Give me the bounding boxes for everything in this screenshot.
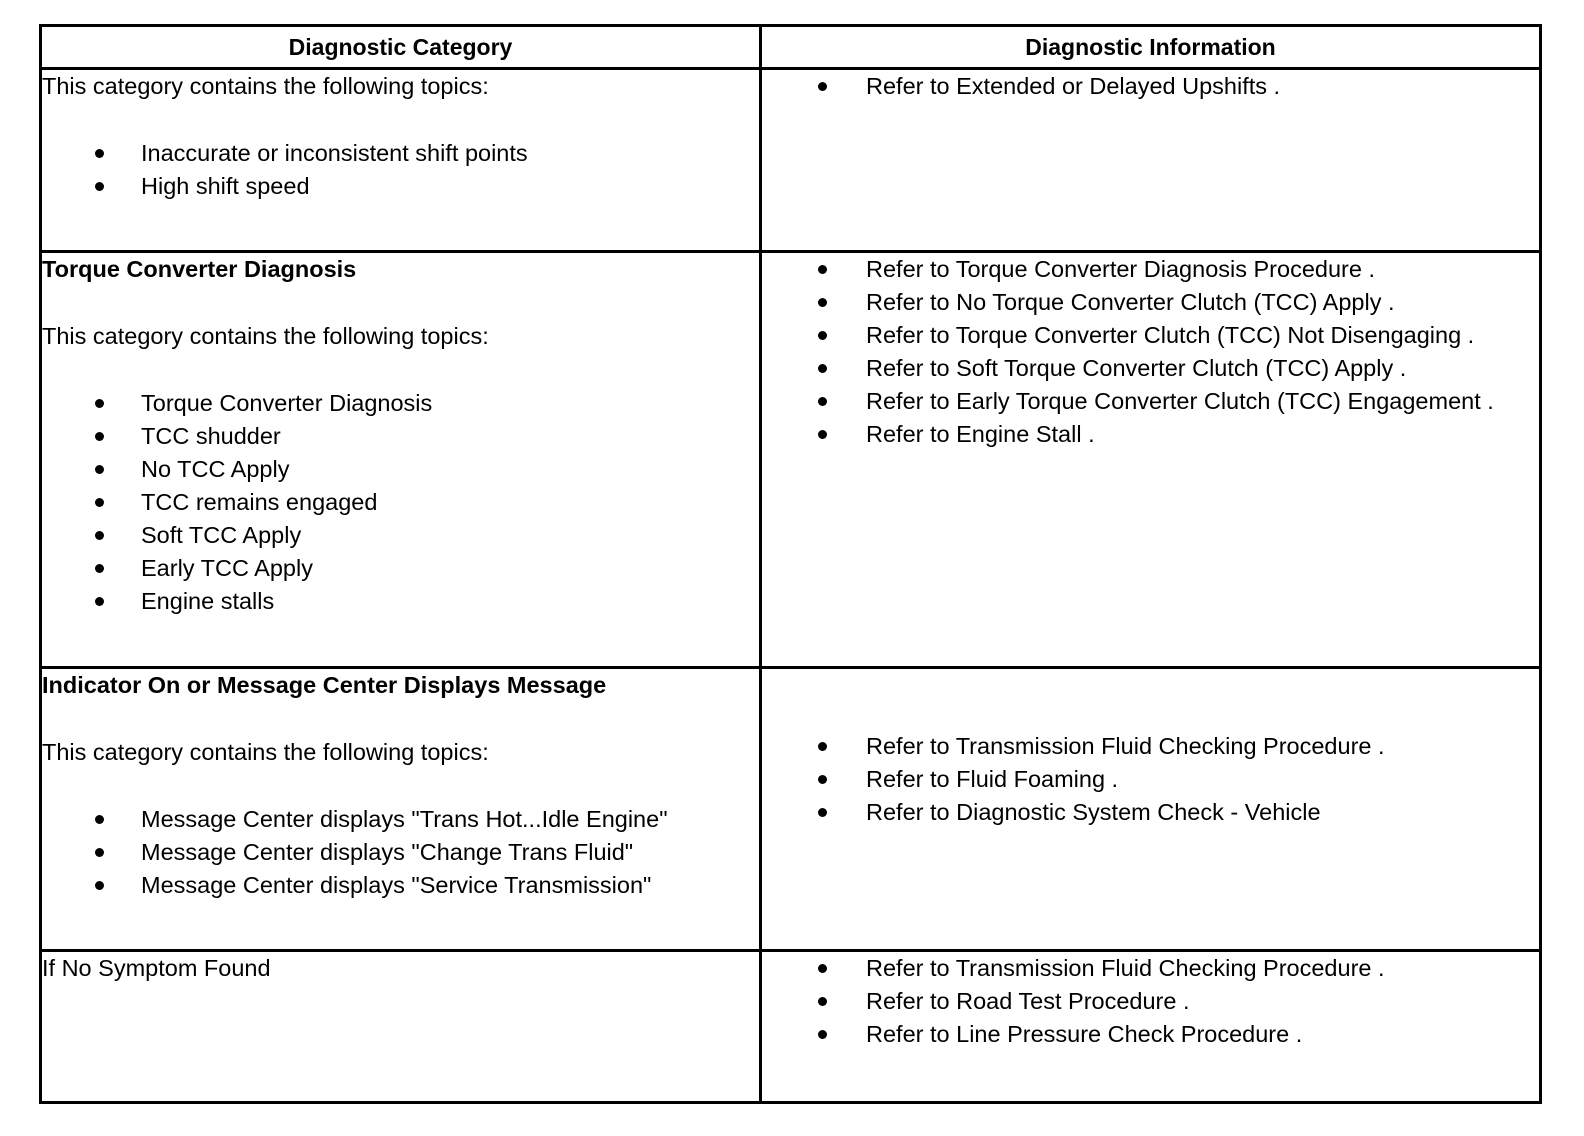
information-cell — [761, 252, 1541, 668]
bullet-icon — [95, 597, 104, 606]
list-item: Engine stalls — [42, 585, 759, 618]
bullet-icon — [95, 881, 104, 890]
bullet-icon — [818, 331, 827, 340]
category-cell — [41, 69, 761, 252]
category-intro: This category contains the following topics: — [42, 73, 489, 99]
list-item: Refer to Early Torque Converter Clutch (TCC) Engagement . — [762, 385, 1539, 418]
list-item: Refer to Diagnostic System Check - Vehicle — [762, 796, 1539, 829]
list-item: Inaccurate or inconsistent shift points — [42, 137, 759, 170]
bullet-icon — [818, 265, 827, 274]
list-item: Message Center displays "Service Transmission" — [42, 869, 759, 902]
list-item: Refer to Extended or Delayed Upshifts . — [762, 70, 1539, 103]
list-item: TCC remains engaged — [42, 486, 759, 519]
bullet-icon — [818, 775, 827, 784]
category-intro: This category contains the following topics: — [42, 739, 489, 765]
table-row — [41, 252, 1541, 668]
bullet-icon — [95, 182, 104, 191]
list-item: Refer to Fluid Foaming . — [762, 763, 1539, 796]
list-item: Torque Converter Diagnosis — [42, 387, 759, 420]
table-row — [41, 69, 1541, 252]
list-item: Refer to No Torque Converter Clutch (TCC) Apply . — [762, 286, 1539, 319]
list-item: Refer to Road Test Procedure . — [762, 985, 1539, 1018]
list-item: Early TCC Apply — [42, 552, 759, 585]
list-item: Message Center displays "Trans Hot...Idle Engine" — [42, 803, 759, 836]
category-cell — [41, 951, 761, 1103]
list-item: TCC shudder — [42, 420, 759, 453]
category-intro: If No Symptom Found — [42, 955, 271, 981]
info-list — [762, 253, 1539, 451]
header-diagnostic-category: Diagnostic Category — [41, 26, 761, 69]
bullet-icon — [818, 964, 827, 973]
topic-list — [42, 803, 759, 902]
bullet-icon — [95, 399, 104, 408]
bullet-icon — [818, 997, 827, 1006]
category-title: Indicator On or Message Center Displays Message — [42, 672, 607, 698]
bullet-icon — [818, 397, 827, 406]
list-item: No TCC Apply — [42, 453, 759, 486]
bullet-icon — [818, 808, 827, 817]
bullet-icon — [818, 430, 827, 439]
bullet-icon — [95, 465, 104, 474]
category-intro: This category contains the following topics: — [42, 323, 489, 349]
list-item: Refer to Torque Converter Diagnosis Procedure . — [762, 253, 1539, 286]
information-cell — [761, 951, 1541, 1103]
table-row — [41, 668, 1541, 951]
list-item: High shift speed — [42, 170, 759, 203]
list-item: Refer to Transmission Fluid Checking Procedure . — [762, 952, 1539, 985]
bullet-icon — [818, 298, 827, 307]
bullet-icon — [95, 815, 104, 824]
list-item: Refer to Transmission Fluid Checking Procedure . — [762, 730, 1539, 763]
topic-list — [42, 387, 759, 618]
list-item: Refer to Engine Stall . — [762, 418, 1539, 451]
bullet-icon — [95, 531, 104, 540]
table-header-row — [41, 26, 1541, 69]
category-cell — [41, 668, 761, 951]
info-list — [762, 952, 1539, 1051]
bullet-icon — [95, 848, 104, 857]
category-title: Torque Converter Diagnosis — [42, 256, 357, 282]
list-item: Message Center displays "Change Trans Fluid" — [42, 836, 759, 869]
topic-list — [42, 137, 759, 203]
bullet-icon — [95, 432, 104, 441]
bullet-icon — [818, 82, 827, 91]
header-diagnostic-information: Diagnostic Information — [761, 26, 1541, 69]
bullet-icon — [818, 364, 827, 373]
information-cell — [761, 668, 1541, 951]
bullet-icon — [818, 1030, 827, 1039]
list-item: Refer to Torque Converter Clutch (TCC) Not Disengaging . — [762, 319, 1539, 352]
bullet-icon — [95, 498, 104, 507]
list-item: Soft TCC Apply — [42, 519, 759, 552]
info-list — [762, 70, 1539, 103]
list-item: Refer to Soft Torque Converter Clutch (TCC) Apply . — [762, 352, 1539, 385]
bullet-icon — [818, 742, 827, 751]
bullet-icon — [95, 564, 104, 573]
diagnostic-table — [39, 24, 1542, 1104]
table-row — [41, 951, 1541, 1103]
bullet-icon — [95, 149, 104, 158]
list-item: Refer to Line Pressure Check Procedure . — [762, 1018, 1539, 1051]
info-list — [762, 730, 1539, 829]
category-cell — [41, 252, 761, 668]
information-cell — [761, 69, 1541, 252]
